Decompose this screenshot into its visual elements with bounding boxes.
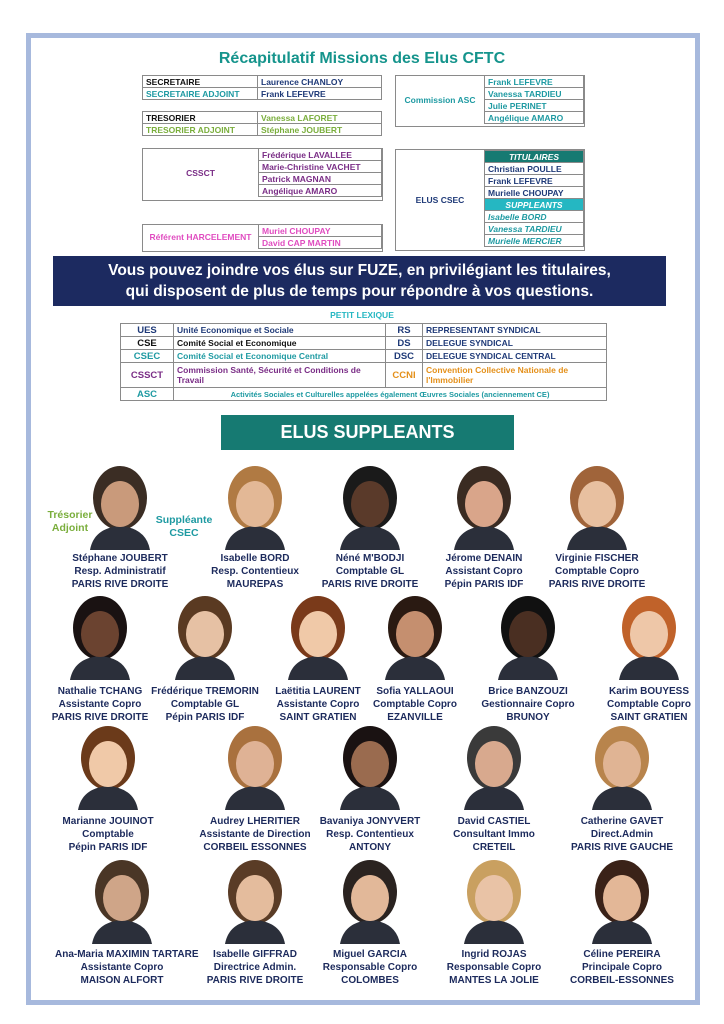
person-card xyxy=(555,948,689,987)
person-job: Directrice Admin. xyxy=(213,962,297,973)
person-job: Resp. Administratif xyxy=(74,566,166,577)
person-job: Resp. Contentieux xyxy=(326,829,414,840)
person-job: Responsable Copro xyxy=(446,962,542,973)
lex-abbr: ASC xyxy=(121,388,174,401)
person-photo xyxy=(561,462,633,550)
person-site: EZANVILLE xyxy=(387,712,443,723)
person-job: Assistante Copro xyxy=(276,699,360,710)
role-name: Vanessa LAFORET xyxy=(258,112,382,124)
person-job: Assistant Copro xyxy=(445,566,523,577)
person-card xyxy=(530,552,664,591)
page-title: Récapitulatif Missions des Elus CFTC xyxy=(218,50,506,67)
lex-def: Unité Economique et Sociale xyxy=(174,324,386,337)
person-job: Assistante de Direction xyxy=(199,829,311,840)
person-photo xyxy=(586,856,658,944)
lex-def: REPRESENTANT SYNDICAL xyxy=(423,324,607,337)
person-card xyxy=(188,815,322,854)
harcelement-label: Référent HARCELEMENT xyxy=(149,232,252,242)
person-photo xyxy=(334,462,406,550)
person-job: Direct.Admin xyxy=(590,829,654,840)
person-name: Sofia YALLAOUI xyxy=(376,686,454,697)
person-photo xyxy=(64,592,136,680)
person-job: Comptable Copro xyxy=(555,566,639,577)
tresorier-table xyxy=(142,111,382,136)
person-site: MAUREPAS xyxy=(226,579,284,590)
person-site: Pépin PARIS IDF xyxy=(444,579,524,590)
person-site: BRUNOY xyxy=(506,712,550,723)
suppleant: Murielle MERCIER xyxy=(485,235,584,247)
person-job: Comptable Copro xyxy=(607,699,691,710)
banner-line1: Vous pouvez joindre vos élus sur FUZE, en privilégiant les titulaires, xyxy=(108,262,611,279)
person-name: Ana-Maria MAXIMIN TARTARE xyxy=(55,949,199,960)
person-job: Responsable Copro xyxy=(322,962,418,973)
person-job: Gestionnaire Copro xyxy=(481,699,575,710)
person-card xyxy=(555,815,689,854)
suppleante-csec-label: Suppléante CSEC xyxy=(155,514,213,539)
person-site: Pépin PARIS IDF xyxy=(165,712,245,723)
person-photo xyxy=(492,592,564,680)
lexique-table xyxy=(120,323,607,401)
role-name: Stéphane JOUBERT xyxy=(258,124,382,136)
role-name: Laurence CHANLOY xyxy=(258,76,382,88)
person-name: Jérome DENAIN xyxy=(445,553,523,564)
lex-def: Comité Social et Economique Central xyxy=(174,350,386,363)
person-site: SAINT GRATIEN xyxy=(610,712,688,723)
person-photo xyxy=(219,856,291,944)
banner-line2: qui disposent de plus de temps pour répondre à vos questions. xyxy=(125,283,594,300)
person-photo xyxy=(219,462,291,550)
asc-member: Julie PERINET xyxy=(485,100,584,112)
person-card xyxy=(427,815,561,854)
person-name: Virginie FISCHER xyxy=(555,553,639,564)
person-job: Comptable GL xyxy=(170,699,240,710)
titulaire: Murielle CHOUPAY xyxy=(485,187,584,199)
person-site: PARIS RIVE DROITE xyxy=(71,579,169,590)
person-photo xyxy=(72,722,144,810)
harcelement-members xyxy=(258,224,382,249)
person-job: Principale Copro xyxy=(581,962,662,973)
lex-def: Commission Santé, Sécurité et Conditions de Travail xyxy=(174,363,386,388)
lex-def: Activités Sociales et Culturelles appelées également Œuvres Sociales (anciennement CE) xyxy=(174,388,607,401)
asc-member: Frank LEFEVRE xyxy=(485,76,584,88)
role-label: SECRETAIRE xyxy=(143,76,258,88)
person-card xyxy=(188,552,322,591)
tresorier-adjoint-label: Trésorier Adjoint xyxy=(47,509,93,534)
harcelement-member: David CAP MARTIN xyxy=(259,237,382,249)
person-name: Néné M'BODJI xyxy=(335,553,405,564)
person-site: PARIS RIVE DROITE xyxy=(321,579,419,590)
person-site: CRETEIL xyxy=(472,842,516,853)
cssct-member: Patrick MAGNAN xyxy=(259,173,382,185)
person-site: CORBEIL ESSONNES xyxy=(203,842,307,853)
person-name: Isabelle BORD xyxy=(220,553,290,564)
person-photo xyxy=(219,722,291,810)
lex-abbr: CSEC xyxy=(121,350,174,363)
asc-member: Vanessa TARDIEU xyxy=(485,88,584,100)
person-photo xyxy=(86,856,158,944)
lex-abbr: CSSCT xyxy=(121,363,174,388)
lex-def: Convention Collective Nationale de l'Immobilier xyxy=(423,363,607,388)
person-name: Ingrid ROJAS xyxy=(461,949,527,960)
person-photo xyxy=(448,462,520,550)
person-site: COLOMBES xyxy=(341,975,399,986)
person-photo xyxy=(379,592,451,680)
person-card xyxy=(53,552,187,591)
suppleants-header: SUPPLEANTS xyxy=(485,199,584,211)
person-photo xyxy=(169,592,241,680)
lex-def: Comité Social et Economique xyxy=(174,337,386,350)
titulaires-header: TITULAIRES xyxy=(485,151,584,163)
cssct-member: Frédérique LAVALLEE xyxy=(259,149,382,161)
person-card xyxy=(582,685,716,724)
lex-def: DELEGUE SYNDICAL xyxy=(423,337,607,350)
roles-table xyxy=(142,75,382,100)
role-name: Frank LEFEVRE xyxy=(258,88,382,100)
person-card xyxy=(41,815,175,854)
person-site: PARIS RIVE GAUCHE xyxy=(570,842,674,853)
role-label: TRESORIER xyxy=(143,112,258,124)
person-name: Catherine GAVET xyxy=(580,816,664,827)
person-site: Pépin PARIS IDF xyxy=(68,842,148,853)
person-site: PARIS RIVE DROITE xyxy=(206,975,304,986)
person-site: SAINT GRATIEN xyxy=(279,712,357,723)
fuze-banner xyxy=(53,256,666,306)
person-card xyxy=(303,948,437,987)
titulaire: Christian POULLE xyxy=(485,163,584,175)
lex-abbr: CCNI xyxy=(386,363,423,388)
person-name: Isabelle GIFFRAD xyxy=(213,949,297,960)
person-site: MAISON ALFORT xyxy=(80,975,164,986)
person-name: Marianne JOUINOT xyxy=(62,816,154,827)
person-photo xyxy=(458,722,530,810)
person-site: PARIS RIVE DROITE xyxy=(548,579,646,590)
person-site: ANTONY xyxy=(348,842,392,853)
suppleant: Vanessa TARDIEU xyxy=(485,223,584,235)
person-name: Laëtitia LAURENT xyxy=(275,686,361,697)
person-name: David CASTIEL xyxy=(457,816,531,827)
person-job: Comptable Copro xyxy=(373,699,457,710)
cssct-label: CSSCT xyxy=(186,168,215,178)
person-name: Bavaniya JONYVERT xyxy=(319,816,421,827)
person-name: Frédérique TREMORIN xyxy=(151,686,259,697)
person-photo xyxy=(613,592,685,680)
person-card xyxy=(55,948,199,987)
person-card xyxy=(427,948,561,987)
role-label: TRESORIER ADJOINT xyxy=(143,124,258,136)
cssct-member: Angélique AMARO xyxy=(259,185,382,197)
lex-abbr: DSC xyxy=(386,350,423,363)
lex-abbr: RS xyxy=(386,324,423,337)
asc-members xyxy=(484,75,584,124)
person-photo xyxy=(334,722,406,810)
person-photo xyxy=(282,592,354,680)
person-job: Comptable xyxy=(82,829,134,840)
lex-abbr: DS xyxy=(386,337,423,350)
lex-abbr: UES xyxy=(121,324,174,337)
person-job: Assistante Copro xyxy=(80,962,164,973)
asc-member: Angélique AMARO xyxy=(485,112,584,124)
csec-label: ELUS CSEC xyxy=(415,195,465,205)
person-name: Nathalie TCHANG xyxy=(57,686,143,697)
harcelement-member: Muriel CHOUPAY xyxy=(259,225,382,237)
person-name: Karim BOUYESS xyxy=(608,686,690,697)
person-photo xyxy=(334,856,406,944)
lex-abbr: CSE xyxy=(121,337,174,350)
titulaire: Frank LEFEVRE xyxy=(485,175,584,187)
person-card xyxy=(303,815,437,854)
person-name: Céline PEREIRA xyxy=(583,949,661,960)
person-site: CORBEIL-ESSONNES xyxy=(570,975,674,986)
cssct-member: Marie-Christine VACHET xyxy=(259,161,382,173)
person-job: Consultant Immo xyxy=(453,829,535,840)
person-name: Stéphane JOUBERT xyxy=(72,553,168,564)
person-card xyxy=(461,685,595,724)
person-photo xyxy=(458,856,530,944)
person-job: Comptable GL xyxy=(335,566,405,577)
person-photo xyxy=(84,462,156,550)
csec-members xyxy=(484,150,584,247)
person-name: Brice BANZOUZI xyxy=(488,686,568,697)
asc-label: Commission ASC xyxy=(404,95,476,105)
person-card xyxy=(188,948,322,987)
suppleant: Isabelle BORD xyxy=(485,211,584,223)
person-site: PARIS RIVE DROITE xyxy=(51,712,149,723)
person-job: Resp. Contentieux xyxy=(211,566,299,577)
person-name: Audrey LHERITIER xyxy=(209,816,300,827)
person-site: MANTES LA JOLIE xyxy=(449,975,539,986)
person-job: Assistante Copro xyxy=(58,699,142,710)
section-title: ELUS SUPPLEANTS xyxy=(221,415,514,450)
role-label: SECRETAIRE ADJOINT xyxy=(143,88,258,100)
person-photo xyxy=(586,722,658,810)
lexique-title: PETIT LEXIQUE xyxy=(330,310,394,320)
cssct-members xyxy=(258,148,382,197)
person-name: Miguel GARCIA xyxy=(333,949,407,960)
lex-def: DELEGUE SYNDICAL CENTRAL xyxy=(423,350,607,363)
